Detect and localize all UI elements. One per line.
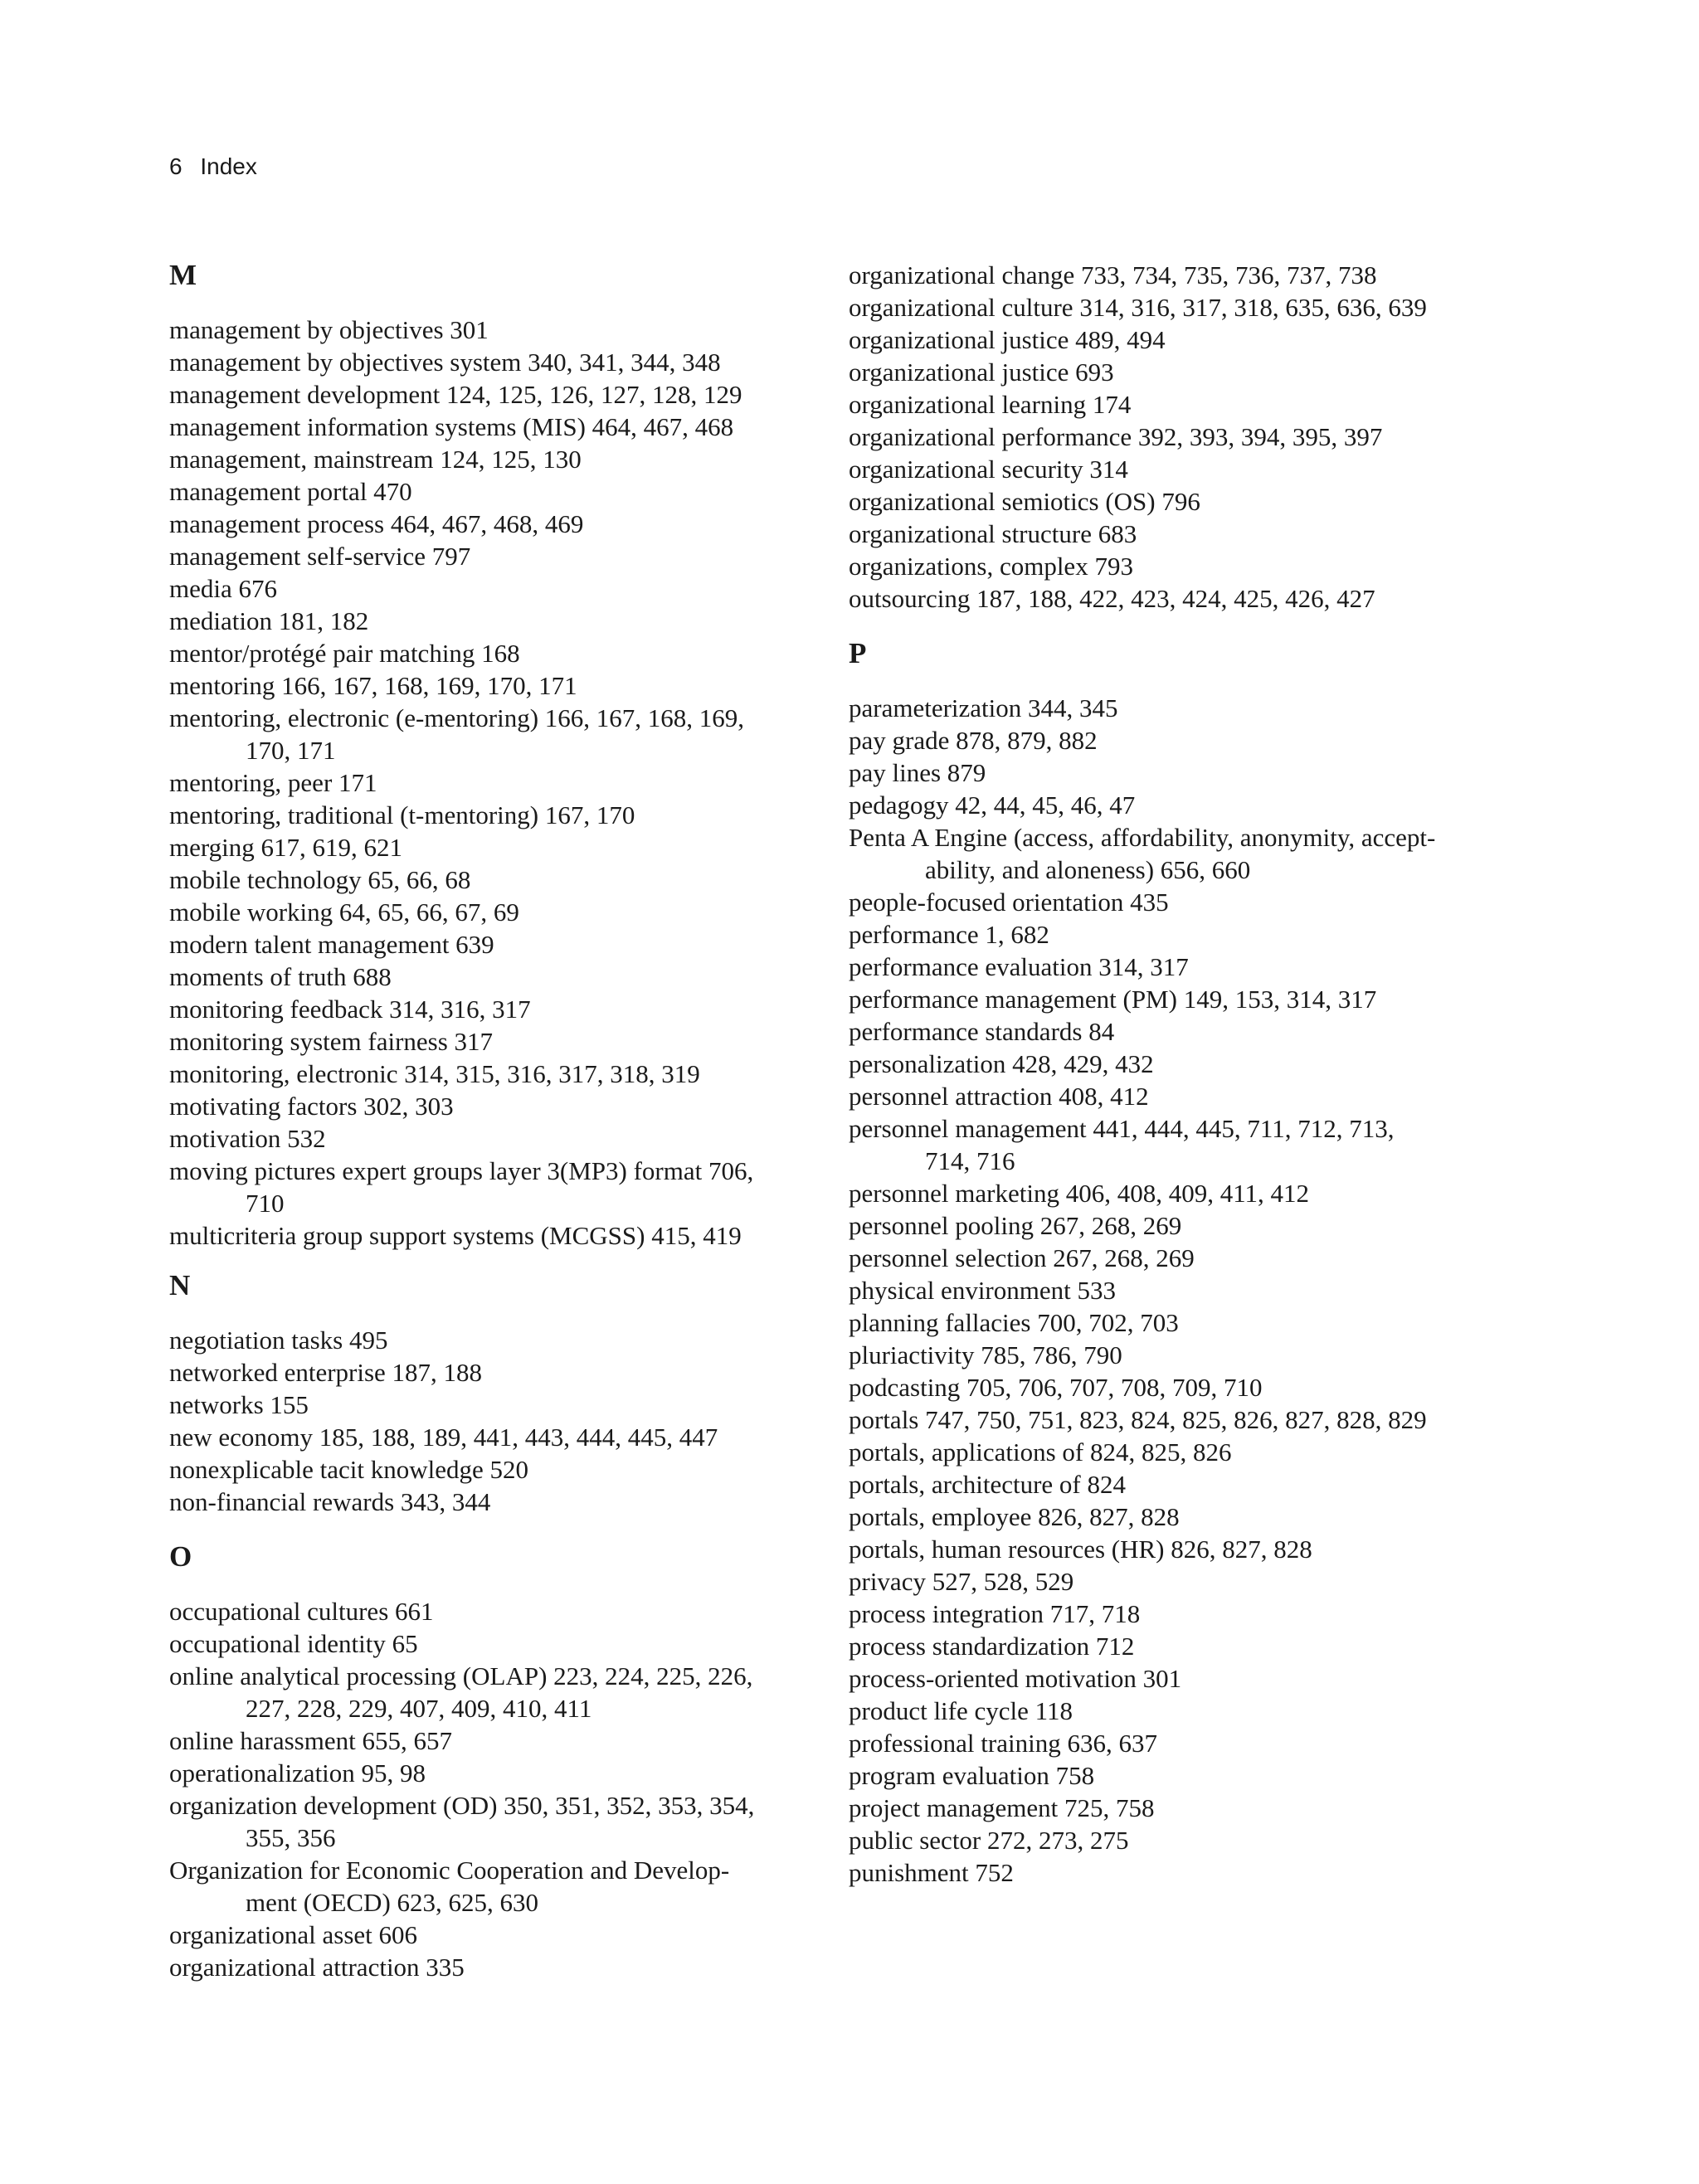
index-entry: mobile working 64, 65, 66, 67, 69 [169,897,519,927]
index-entry: pay grade 878, 879, 882 [849,726,1098,755]
index-entry: mentoring, electronic (e-mentoring) 166, 167, 168, 169, [169,703,745,732]
section-entries [169,1324,816,1518]
index-entry: motivating factors 302, 303 [169,1092,454,1121]
page-number: 6 [169,153,183,179]
index-entry: personnel pooling 267, 268, 269 [849,1211,1182,1240]
index-entry-continuation: 170, 171 [246,736,336,765]
index-entry: mentoring, peer 171 [169,768,377,797]
index-entry: program evaluation 758 [849,1761,1095,1790]
index-entry: Penta A Engine (access, affordability, anonymity, accept- [849,823,1436,852]
index-entry: occupational cultures 661 [169,1597,434,1626]
index-entry: portals, architecture of 824 [849,1470,1126,1499]
index-entry: parameterization 344, 345 [849,693,1118,722]
index-entry: online analytical processing (OLAP) 223, 224, 225, 226, [169,1661,753,1690]
index-entry: management by objectives system 340, 341, 344, 348 [169,348,721,377]
index-entry-continuation: 714, 716 [925,1146,1015,1175]
index-entry: portals, applications of 824, 825, 826 [849,1437,1232,1467]
index-entry: organizational performance 392, 393, 394, 395, 397 [849,422,1383,451]
index-entry: management process 464, 467, 468, 469 [169,509,584,538]
index-entry: privacy 527, 528, 529 [849,1567,1074,1596]
index-entry: organizational semiotics (OS) 796 [849,487,1200,516]
index-entry: organizational learning 174 [849,390,1132,419]
index-entry: performance standards 84 [849,1017,1115,1046]
index-entry: online harassment 655, 657 [169,1726,452,1755]
index-entry: personnel selection 267, 268, 269 [849,1243,1195,1272]
running-head [169,153,257,181]
index-entry: mediation 181, 182 [169,606,369,635]
index-entry: organization development (OD) 350, 351, 352, 353, 354, [169,1791,755,1820]
index-entry: Organization for Economic Cooperation and Develop- [169,1856,730,1885]
index-entry: operationalization 95, 98 [169,1758,426,1788]
index-entry: personnel management 441, 444, 445, 711, 712, 713, [849,1114,1395,1143]
index-entry: mentoring, traditional (t-mentoring) 167, 170 [169,800,635,829]
index-entry: management by objectives 301 [169,315,489,344]
index-entry: process integration 717, 718 [849,1599,1141,1628]
index-entry: organizational asset 606 [169,1920,418,1949]
index-entry: project management 725, 758 [849,1793,1155,1822]
index-entry: product life cycle 118 [849,1696,1073,1725]
index-entry-continuation: 227, 228, 229, 407, 409, 410, 411 [246,1694,592,1723]
index-entry-continuation: 710 [246,1189,285,1218]
index-entry: management, mainstream 124, 125, 130 [169,445,582,474]
index-entry: monitoring feedback 314, 316, 317 [169,995,531,1024]
section-entries [169,1595,816,1983]
index-entry: personnel attraction 408, 412 [849,1082,1149,1111]
index-entry: portals 747, 750, 751, 823, 824, 825, 826, 827, 828, 829 [849,1405,1427,1434]
index-entry-continuation: 355, 356 [246,1823,336,1852]
index-entry: networks 155 [169,1390,309,1419]
index-entry: portals, employee 826, 827, 828 [849,1502,1180,1531]
index-entry: moments of truth 688 [169,962,392,991]
section-entries [849,692,1512,1889]
index-entry: media 676 [169,574,277,603]
index-entry: management information systems (MIS) 464, 467, 468 [169,412,734,441]
index-entry: organizational culture 314, 316, 317, 318, 635, 636, 639 [849,293,1427,322]
index-entry: mentoring 166, 167, 168, 169, 170, 171 [169,671,577,700]
index-entry: negotiation tasks 495 [169,1325,388,1355]
index-entry: pluriactivity 785, 786, 790 [849,1340,1122,1369]
index-entry: organizational justice 489, 494 [849,325,1166,354]
index-entry: new economy 185, 188, 189, 441, 443, 444, 445, 447 [169,1423,718,1452]
index-entry: organizational justice 693 [849,358,1114,387]
index-entry: organizational attraction 335 [169,1953,465,1982]
index-entry: merging 617, 619, 621 [169,833,402,862]
index-entry: moving pictures expert groups layer 3(MP3) format 706, [169,1156,754,1185]
index-entry: management portal 470 [169,477,412,506]
section-entries [169,314,816,1252]
index-entry: nonexplicable tacit knowledge 520 [169,1455,529,1484]
index-entry: planning fallacies 700, 702, 703 [849,1308,1179,1337]
index-entry: professional training 636, 637 [849,1729,1157,1758]
index-entry: non-financial rewards 343, 344 [169,1487,491,1516]
index-entry: motivation 532 [169,1124,326,1153]
index-entry: organizational security 314 [849,455,1128,484]
index-entry: outsourcing 187, 188, 422, 423, 424, 425, 426, 427 [849,584,1375,613]
index-entry: performance 1, 682 [849,920,1049,949]
index-entry: networked enterprise 187, 188 [169,1358,483,1387]
index-entry: management development 124, 125, 126, 127, 128, 129 [169,380,742,409]
index-entry: mentor/protégé pair matching 168 [169,639,520,668]
section-letter: M [169,259,197,291]
index-entry: people-focused orientation 435 [849,888,1169,917]
section-letter: P [849,637,867,669]
section-entries [849,259,1512,615]
index-entry: organizational change 733, 734, 735, 736, 737, 738 [849,260,1377,289]
index-entry: performance evaluation 314, 317 [849,952,1189,981]
index-entry: multicriteria group support systems (MCGSS) 415, 419 [169,1221,742,1250]
index-entry: occupational identity 65 [169,1629,418,1658]
section-letter: O [169,1540,192,1573]
index-entry: performance management (PM) 149, 153, 314, 317 [849,985,1377,1014]
index-entry: monitoring, electronic 314, 315, 316, 317, 318, 319 [169,1059,700,1088]
index-entry: organizations, complex 793 [849,552,1133,581]
index-entry: monitoring system fairness 317 [169,1027,494,1056]
index-entry: personnel marketing 406, 408, 409, 411, 412 [849,1179,1310,1208]
index-entry: process-oriented motivation 301 [849,1664,1182,1693]
index-entry: pedagogy 42, 44, 45, 46, 47 [849,790,1136,820]
index-entry: modern talent management 639 [169,930,494,959]
index-entry: mobile technology 65, 66, 68 [169,865,471,894]
index-entry: podcasting 705, 706, 707, 708, 709, 710 [849,1373,1263,1402]
index-entry: pay lines 879 [849,758,986,787]
index-entry: punishment 752 [849,1858,1014,1887]
index-entry-continuation: ment (OECD) 623, 625, 630 [246,1888,539,1917]
index-entry: portals, human resources (HR) 826, 827, 828 [849,1535,1312,1564]
index-entry: personalization 428, 429, 432 [849,1049,1154,1078]
index-entry: organizational structure 683 [849,519,1137,548]
index-entry: management self-service 797 [169,542,471,571]
section-letter: N [169,1269,191,1301]
index-entry: process standardization 712 [849,1632,1135,1661]
running-head-title: Index [200,153,257,179]
index-entry: public sector 272, 273, 275 [849,1826,1129,1855]
index-entry-continuation: ability, and aloneness) 656, 660 [925,855,1251,884]
index-entry: physical environment 533 [849,1276,1116,1305]
